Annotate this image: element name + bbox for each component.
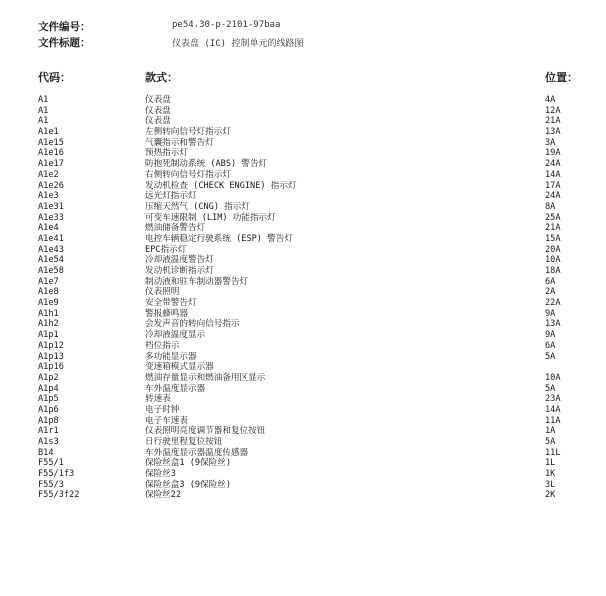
component-table: [0, 95, 606, 501]
row-code: A1e4: [38, 223, 59, 234]
row-code: A1p5: [38, 394, 59, 405]
row-description: 防抱死制动系统 (ABS) 警告灯: [145, 159, 268, 170]
row-code: A1e8: [38, 287, 59, 298]
row-description: 预热指示灯: [145, 148, 188, 159]
row-position: 6A: [545, 340, 556, 351]
row-code: B14: [38, 447, 54, 458]
row-description: 冷却液温度警告灯: [145, 255, 214, 266]
row-position: 6A: [545, 276, 556, 287]
row-description: 左侧转向信号灯指示灯: [145, 127, 231, 138]
table-row: [0, 95, 606, 106]
row-description: 档位指示: [145, 340, 180, 351]
row-code: A1e15: [38, 137, 64, 148]
row-description: EPC指示灯: [145, 244, 187, 255]
row-description: 气囊指示和警告灯: [145, 137, 214, 148]
table-row: [0, 277, 606, 288]
row-code: A1e31: [38, 201, 64, 212]
row-position: 24A: [545, 159, 561, 170]
row-description: 冷却液温度显示: [145, 330, 206, 341]
table-row: [0, 170, 606, 181]
table-row: [0, 148, 606, 159]
row-position: 12A: [545, 105, 561, 116]
row-code: A1h2: [38, 319, 59, 330]
row-position: 5A: [545, 351, 556, 362]
row-position: 10A: [545, 255, 561, 266]
row-description: 压缩天然气 (CNG) 指示灯: [145, 201, 250, 212]
table-row: [0, 469, 606, 480]
row-description: 仪表盘: [145, 95, 171, 105]
table-row: [0, 245, 606, 256]
table-row: [0, 191, 606, 202]
row-position: 14A: [545, 404, 561, 415]
table-row: [0, 490, 606, 501]
row-code: A1h1: [38, 308, 59, 319]
row-code: F55/3f22: [38, 490, 80, 501]
row-code: A1e58: [38, 266, 64, 276]
row-code: A1e33: [38, 212, 64, 223]
table-row: [0, 223, 606, 234]
row-description: 安全带警告灯: [145, 298, 197, 309]
row-code: F55/1: [38, 458, 64, 469]
row-description: 警报蜂鸣器: [145, 308, 188, 319]
table-row: [0, 287, 606, 298]
table-row: [0, 127, 606, 138]
row-position: 24A: [545, 191, 561, 202]
row-position: 21A: [545, 223, 561, 234]
row-position: 17A: [545, 180, 561, 191]
row-code: A1e3: [38, 191, 59, 202]
column-header-desc: 款式：: [145, 71, 178, 84]
row-description: 远光灯指示灯: [145, 191, 197, 202]
row-code: A1p4: [38, 383, 59, 394]
row-description: 仪表盘: [145, 116, 171, 127]
table-row: [0, 373, 606, 384]
row-description: 保险丝3: [145, 469, 176, 480]
row-code: A1e7: [38, 276, 59, 287]
row-description: 车外温度显示器温度传感器: [145, 447, 249, 458]
table-row: [0, 159, 606, 170]
row-position: 3L: [545, 479, 556, 490]
table-row: [0, 405, 606, 416]
table-row: [0, 458, 606, 469]
row-code: A1p8: [38, 415, 59, 426]
row-code: F55/1f3: [38, 469, 75, 480]
table-row: [0, 116, 606, 127]
row-description: 电子时钟: [145, 404, 180, 415]
row-description: 可变车速限制 (LIM) 功能指示灯: [145, 212, 276, 223]
row-position: 2K: [545, 490, 556, 501]
row-code: A1e26: [38, 180, 64, 191]
column-header-code: 代码：: [38, 71, 71, 84]
table-row: [0, 352, 606, 363]
row-position: 1K: [545, 469, 556, 480]
row-position: 23A: [545, 394, 561, 405]
row-code: A1p13: [38, 351, 64, 362]
table-row: [0, 106, 606, 117]
table-row: [0, 234, 606, 245]
table-row: [0, 266, 606, 277]
row-position: 11A: [545, 415, 561, 426]
row-position: 13A: [545, 127, 561, 138]
row-position: 10A: [545, 372, 561, 383]
column-header-pos: 位置：: [545, 71, 578, 84]
row-position: 25A: [545, 212, 561, 223]
row-code: A1: [38, 116, 49, 127]
table-row: [0, 426, 606, 437]
table-row: [0, 181, 606, 192]
row-description: 制动液和驻车制动器警告灯: [145, 276, 249, 287]
row-code: A1p1: [38, 330, 59, 341]
row-position: 1A: [545, 426, 556, 437]
table-row: [0, 309, 606, 320]
table-row: [0, 384, 606, 395]
row-code: A1p2: [38, 372, 59, 383]
row-code: F55/3: [38, 479, 64, 490]
doc-title-value: 仪表盘 (IC) 控制单元的线路图: [172, 39, 304, 49]
table-row: [0, 213, 606, 224]
row-position: 13A: [545, 319, 561, 330]
table-row: [0, 416, 606, 427]
table-row: [0, 298, 606, 309]
row-position: 15A: [545, 233, 561, 244]
table-row: [0, 319, 606, 330]
row-description: 仪表照明亮度调节器和复位按钮: [145, 426, 266, 437]
row-description: 电子车速表: [145, 415, 188, 426]
table-row: [0, 437, 606, 448]
table-row: [0, 448, 606, 459]
row-description: 燃油储备警告灯: [145, 223, 206, 234]
table-row: [0, 341, 606, 352]
row-position: 1L: [545, 458, 556, 469]
row-description: 仪表照明: [145, 287, 180, 298]
row-position: 18A: [545, 266, 561, 276]
row-description: 电控车辆稳定行驶系统 (ESP) 警告灯: [145, 233, 293, 244]
row-description: 日行驶里程复位按钮: [145, 437, 223, 447]
row-description: 右侧转向信号灯指示灯: [145, 169, 231, 180]
row-code: A1p12: [38, 340, 64, 351]
row-description: 保险丝22: [145, 490, 182, 501]
row-description: 车外温度显示器: [145, 383, 206, 394]
row-position: 2A: [545, 287, 556, 298]
row-code: A1e9: [38, 298, 59, 309]
row-position: 21A: [545, 116, 561, 127]
row-description: 转速表: [145, 394, 171, 405]
row-position: 22A: [545, 298, 561, 309]
row-description: 保险丝盒3 (9保险丝): [145, 479, 232, 490]
table-row: [0, 362, 606, 373]
doc-title-label: 文件标题：: [38, 37, 91, 49]
row-position: 14A: [545, 169, 561, 180]
row-code: A1e1: [38, 127, 59, 138]
row-code: A1: [38, 95, 49, 105]
doc-number-value: pe54.30-p-2101-97baa: [172, 20, 281, 30]
row-position: 19A: [545, 148, 561, 159]
row-description: 保险丝盒1 (9保险丝): [145, 458, 232, 469]
doc-number-label: 文件编号：: [38, 21, 91, 33]
row-position: 5A: [545, 437, 556, 447]
table-row: [0, 202, 606, 213]
row-code: A1e17: [38, 159, 64, 170]
row-description: 变速箱模式显示器: [145, 362, 214, 373]
row-code: A1p16: [38, 362, 64, 373]
table-row: [0, 330, 606, 341]
row-code: A1e2: [38, 169, 59, 180]
row-code: A1p6: [38, 404, 59, 415]
row-position: 9A: [545, 308, 556, 319]
row-code: A1: [38, 105, 49, 116]
row-description: 会发声音的转向信号指示: [145, 319, 240, 330]
row-description: 发动机检查 (CHECK ENGINE) 指示灯: [145, 180, 297, 191]
row-code: A1e43: [38, 244, 64, 255]
table-row: [0, 255, 606, 266]
table-row: [0, 394, 606, 405]
row-description: 仪表盘: [145, 105, 171, 116]
row-description: 燃油存量显示和燃油备用区显示: [145, 372, 266, 383]
row-position: 11L: [545, 447, 561, 458]
row-position: 8A: [545, 201, 556, 212]
row-position: 4A: [545, 95, 556, 105]
row-code: A1s3: [38, 437, 59, 447]
table-row: [0, 480, 606, 491]
row-position: 9A: [545, 330, 556, 341]
row-description: 发动机诊断指示灯: [145, 266, 214, 276]
row-position: 20A: [545, 244, 561, 255]
row-position: 3A: [545, 137, 556, 148]
row-code: A1e54: [38, 255, 64, 266]
row-position: 5A: [545, 383, 556, 394]
row-description: 多功能显示器: [145, 351, 197, 362]
table-row: [0, 138, 606, 149]
row-code: A1r1: [38, 426, 59, 437]
row-code: A1e16: [38, 148, 64, 159]
row-code: A1e41: [38, 233, 64, 244]
